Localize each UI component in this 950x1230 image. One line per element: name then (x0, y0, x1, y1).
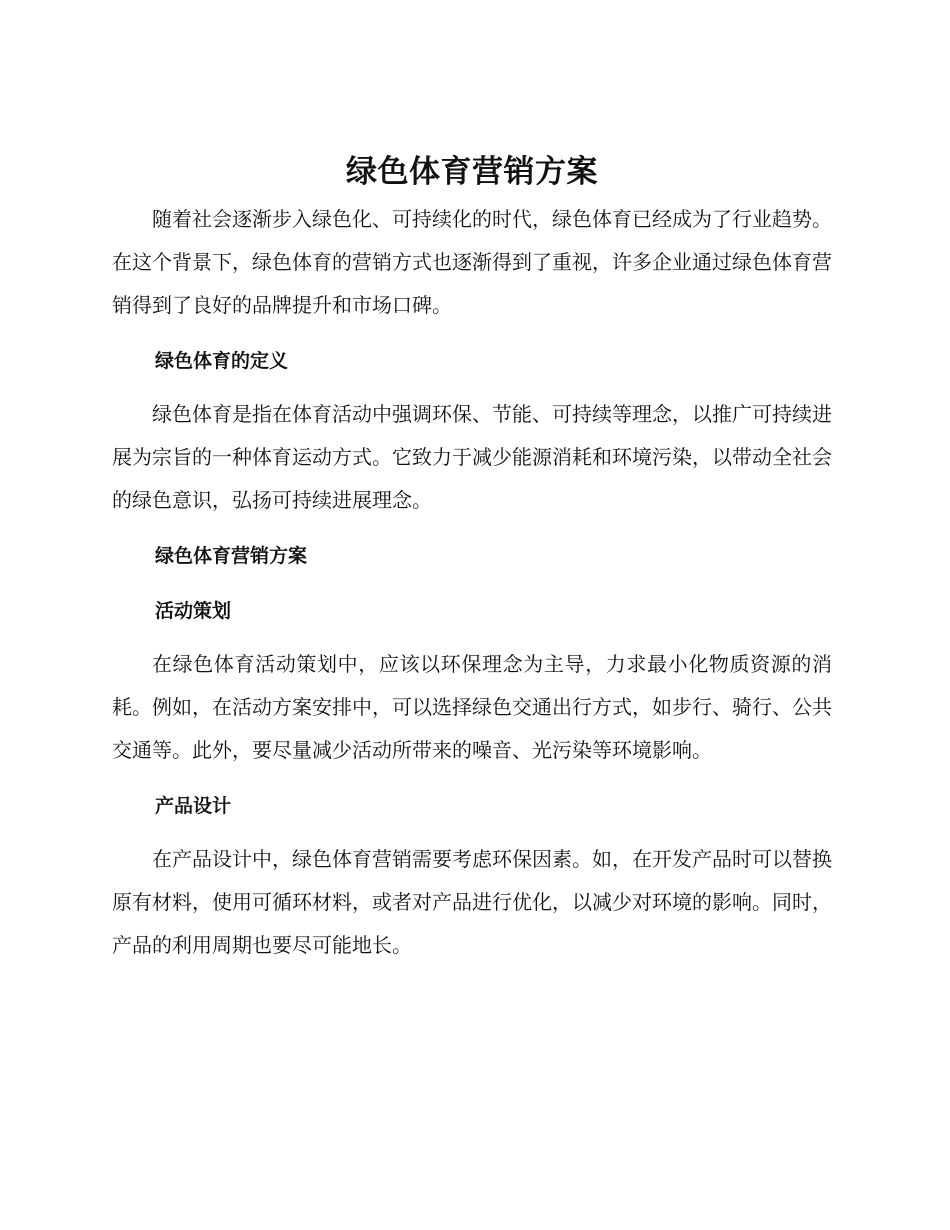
document-title: 绿色体育营销方案 (346, 154, 598, 190)
product-design-paragraph: 在产品设计中，绿色体育营销需要考虑环保因素。如，在开发产品时可以替换原有材料，使用可循环材料，或者对产品进行优化，以减少对环境的影响。同时，产品的利用周期也要尽可能地长。 (112, 847, 832, 957)
activity-planning-paragraph: 在绿色体育活动策划中，应该以环保理念为主导，力求最小化物质资源的消耗。例如，在活动方案安排中，可以选择绿色交通出行方式，如步行、骑行、公共交通等。此外，要尽量减少活动所带来的噪音、光污染等环境影响。 (112, 652, 832, 762)
heading-product-design: 产品设计 (155, 795, 232, 817)
heading-definition: 绿色体育的定义 (155, 350, 289, 372)
definition-paragraph: 绿色体育是指在体育活动中强调环保、节能、可持续等理念，以推广可持续进展为宗旨的一种体育运动方式。它致力于减少能源消耗和环境污染，以带动全社会的绿色意识，弘扬可持续进展理念。 (112, 402, 832, 512)
intro-paragraph: 随着社会逐渐步入绿色化、可持续化的时代，绿色体育已经成为了行业趋势。在这个背景下，绿色体育的营销方式也逐渐得到了重视，许多企业通过绿色体育营销得到了良好的品牌提升和市场口碑。 (112, 207, 832, 317)
document-content (112, 146, 832, 967)
heading-activity-planning: 活动策划 (155, 600, 232, 622)
heading-marketing-plan: 绿色体育营销方案 (155, 545, 308, 567)
